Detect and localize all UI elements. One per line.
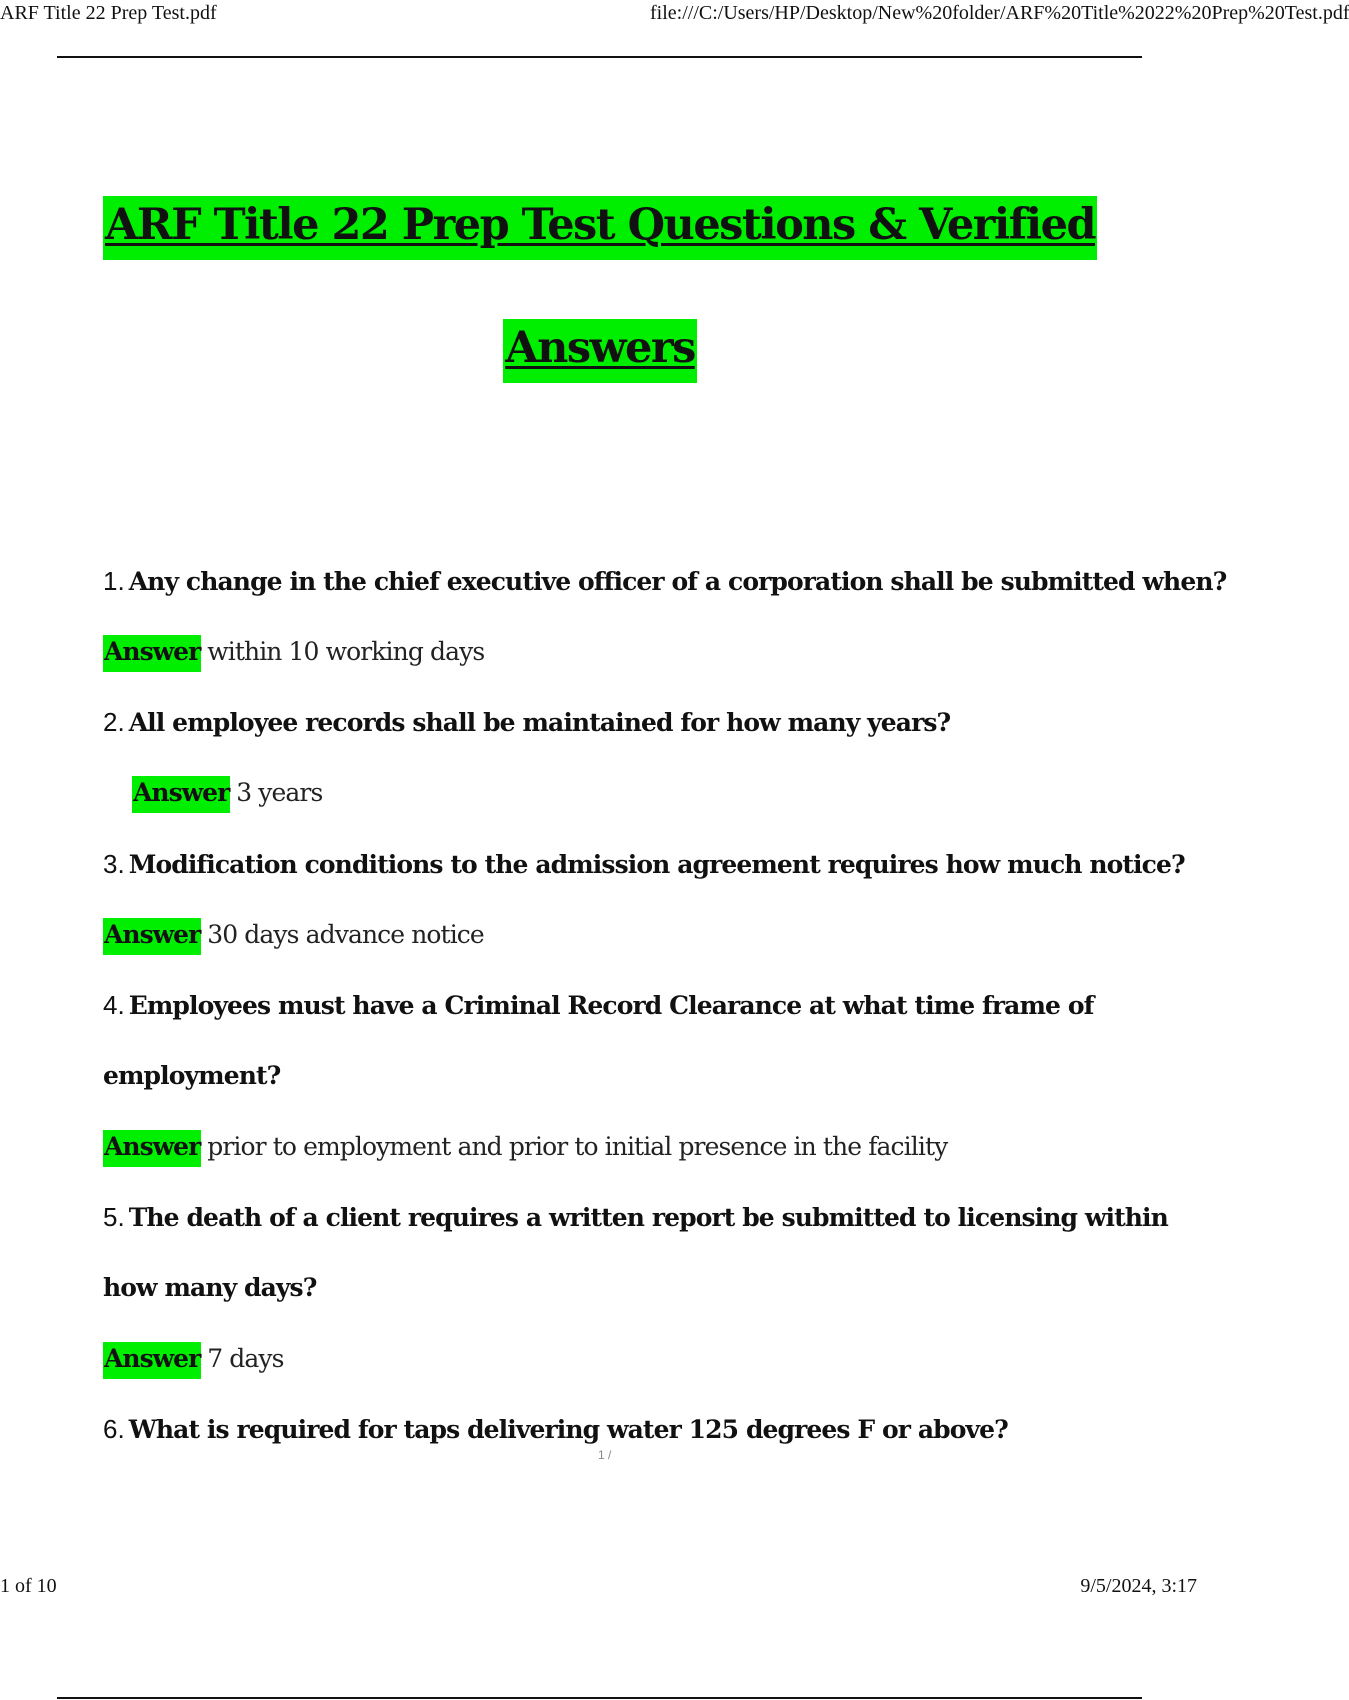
answer-5: Answer 7 days [103,1344,284,1373]
answer-1: Answer within 10 working days [103,637,484,666]
print-datetime: 9/5/2024, 3:17 [1080,1575,1197,1597]
question-5-continued: how many days? [103,1273,317,1302]
file-path: file:///C:/Users/HP/Desktop/New%20folder/ARF%20Title%2022%20Prep%20Test.pdf [650,2,1349,24]
document-name: ARF Title 22 Prep Test.pdf [0,2,217,24]
bottom-rule [57,1697,1142,1699]
question-4-continued: employment? [103,1061,281,1090]
answer-4: Answer prior to employment and prior to initial presence in the facility [103,1132,947,1161]
answer-label: Answer [103,918,201,955]
question-6: 6. What is required for taps delivering water 125 degrees F or above? [103,1414,1008,1444]
answer-label: Answer [132,776,230,813]
answer-label: Answer [103,635,201,672]
question-3: 3. Modification conditions to the admission agreement requires how much notice? [103,849,1185,879]
question-4: 4. Employees must have a Criminal Record Clearance at what time frame of [103,990,1094,1020]
answer-3: Answer 30 days advance notice [103,920,484,949]
page-marker: 1 / [598,1448,612,1462]
answer-2: Answer 3 years [132,778,322,807]
answer-label: Answer [103,1130,201,1167]
document-title-line-2: Answers [0,323,1200,373]
document-title-line-1: ARF Title 22 Prep Test Questions & Verified [0,200,1200,250]
question-5: 5. The death of a client requires a written report be submitted to licensing within [103,1202,1168,1232]
question-2: 2. All employee records shall be maintained for how many years? [103,707,951,737]
page-count: 1 of 10 [0,1575,57,1597]
top-rule [57,56,1142,58]
answer-label: Answer [103,1342,201,1379]
question-1: 1. Any change in the chief executive officer of a corporation shall be submitted when? [103,566,1227,596]
